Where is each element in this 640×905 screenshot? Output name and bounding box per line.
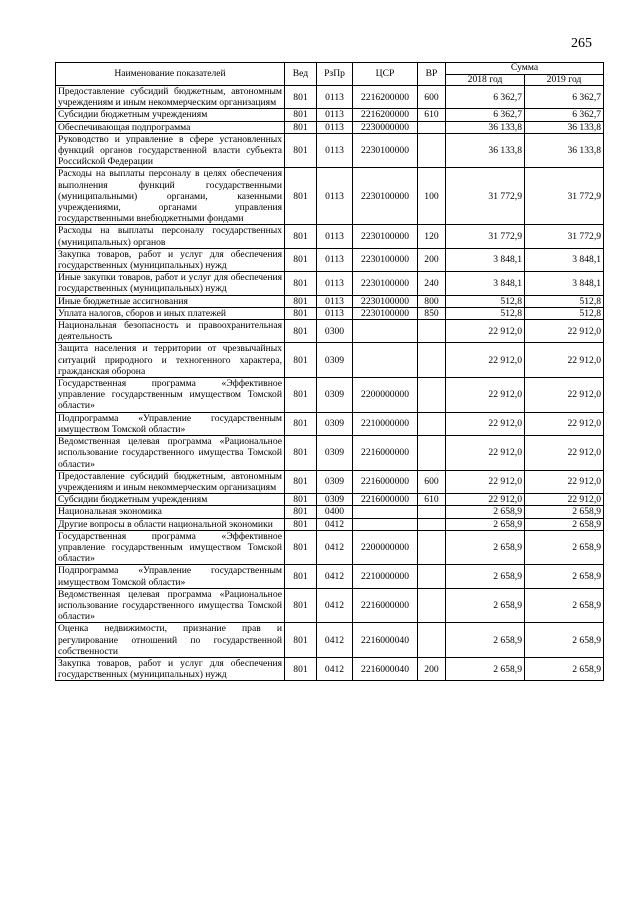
row-vr <box>418 133 446 168</box>
row-sum-2019: 22 912,0 <box>525 436 604 471</box>
row-csr: 2230100000 <box>353 248 418 271</box>
table-row <box>56 272 604 295</box>
table-row <box>56 378 604 413</box>
table-row <box>56 248 604 271</box>
row-rzpr: 0113 <box>317 295 353 307</box>
table-row <box>56 320 604 343</box>
header-2018: 2018 год <box>446 74 525 86</box>
row-csr: 2200000000 <box>353 530 418 565</box>
row-rzpr: 0113 <box>317 109 353 121</box>
row-sum-2018: 22 912,0 <box>446 470 525 493</box>
row-rzpr: 0412 <box>317 530 353 565</box>
row-ved: 801 <box>285 378 317 413</box>
table-row <box>56 412 604 435</box>
row-sum-2019: 2 658,9 <box>525 530 604 565</box>
table-row <box>56 343 604 378</box>
row-csr: 2216000040 <box>353 657 418 680</box>
row-rzpr: 0309 <box>317 494 353 506</box>
row-sum-2019: 3 848,1 <box>525 248 604 271</box>
row-vr: 120 <box>418 225 446 248</box>
row-sum-2019: 22 912,0 <box>525 494 604 506</box>
row-vr <box>418 412 446 435</box>
row-name: Государственная программа «Эффективное управление государственным имуществом Томской области» <box>56 378 285 413</box>
row-name: Ведомственная целевая программа «Рациональное использование государственного имущества Томской области» <box>56 436 285 471</box>
row-csr: 2200000000 <box>353 378 418 413</box>
row-ved: 801 <box>285 272 317 295</box>
row-csr: 2230100000 <box>353 225 418 248</box>
row-ved: 801 <box>285 565 317 588</box>
row-ved: 801 <box>285 295 317 307</box>
table-row <box>56 518 604 530</box>
row-ved: 801 <box>285 307 317 319</box>
row-sum-2018: 22 912,0 <box>446 494 525 506</box>
row-name: Защита населения и территории от чрезвычайных ситуаций природного и техногенного характера, гражданская оборона <box>56 343 285 378</box>
table-row <box>56 168 604 225</box>
row-sum-2019: 22 912,0 <box>525 470 604 493</box>
row-sum-2018: 2 658,9 <box>446 530 525 565</box>
row-ved: 801 <box>285 470 317 493</box>
row-sum-2019: 2 658,9 <box>525 588 604 623</box>
row-sum-2018: 22 912,0 <box>446 412 525 435</box>
table-body <box>56 86 604 681</box>
row-sum-2019: 2 658,9 <box>525 506 604 518</box>
row-rzpr: 0113 <box>317 248 353 271</box>
row-ved: 801 <box>285 530 317 565</box>
row-name: Иные бюджетные ассигнования <box>56 295 285 307</box>
row-ved: 801 <box>285 412 317 435</box>
row-ved: 801 <box>285 121 317 133</box>
header-sum: Сумма <box>446 63 604 75</box>
row-sum-2018: 36 133,8 <box>446 133 525 168</box>
row-sum-2018: 2 658,9 <box>446 565 525 588</box>
row-csr: 2210000000 <box>353 412 418 435</box>
row-name: Ведомственная целевая программа «Рациональное использование государственного имущества Томской области» <box>56 588 285 623</box>
row-ved: 801 <box>285 168 317 225</box>
row-vr <box>418 588 446 623</box>
row-sum-2019: 2 658,9 <box>525 565 604 588</box>
row-sum-2018: 6 362,7 <box>446 109 525 121</box>
row-ved: 801 <box>285 133 317 168</box>
row-sum-2019: 22 912,0 <box>525 320 604 343</box>
row-rzpr: 0113 <box>317 133 353 168</box>
page-number: 265 <box>571 36 592 51</box>
row-ved: 801 <box>285 588 317 623</box>
row-rzpr: 0113 <box>317 121 353 133</box>
row-name: Иные закупки товаров, работ и услуг для обеспечения государственных (муниципальных) нужд <box>56 272 285 295</box>
row-vr: 240 <box>418 272 446 295</box>
row-rzpr: 0300 <box>317 320 353 343</box>
row-ved: 801 <box>285 320 317 343</box>
row-rzpr: 0412 <box>317 657 353 680</box>
row-name: Руководство и управление в сфере установленных функций органов государственной власти субъекта Российской Федерации <box>56 133 285 168</box>
row-name: Закупка товаров, работ и услуг для обеспечения государственных (муниципальных) нужд <box>56 248 285 271</box>
row-name: Закупка товаров, работ и услуг для обеспечения государственных (муниципальных) нужд <box>56 657 285 680</box>
row-vr: 200 <box>418 657 446 680</box>
row-sum-2018: 22 912,0 <box>446 378 525 413</box>
table-row <box>56 307 604 319</box>
budget-table <box>55 62 604 681</box>
row-csr: 2210000000 <box>353 565 418 588</box>
header-vr: ВР <box>418 63 446 86</box>
row-sum-2019: 512,8 <box>525 295 604 307</box>
header-rzpr: РзПр <box>317 63 353 86</box>
table-row <box>56 470 604 493</box>
table-row <box>56 436 604 471</box>
row-sum-2019: 3 848,1 <box>525 272 604 295</box>
row-name: Расходы на выплаты персоналу в целях обеспечения выполнения функций государственными (муниципальными) органами, казенными учреждениями, органами управления государственными внебюджетными фондами <box>56 168 285 225</box>
row-vr <box>418 378 446 413</box>
row-name: Субсидии бюджетным учреждениям <box>56 109 285 121</box>
row-rzpr: 0412 <box>317 565 353 588</box>
row-vr <box>418 343 446 378</box>
row-vr: 610 <box>418 494 446 506</box>
row-sum-2019: 31 772,9 <box>525 225 604 248</box>
table-row <box>56 588 604 623</box>
row-sum-2018: 22 912,0 <box>446 320 525 343</box>
table-row <box>56 295 604 307</box>
row-sum-2019: 31 772,9 <box>525 168 604 225</box>
row-vr <box>418 320 446 343</box>
row-name: Государственная программа «Эффективное управление государственным имуществом Томской области» <box>56 530 285 565</box>
row-sum-2018: 2 658,9 <box>446 588 525 623</box>
row-csr: 2230100000 <box>353 272 418 295</box>
row-vr <box>418 506 446 518</box>
row-name: Другие вопросы в области национальной экономики <box>56 518 285 530</box>
row-vr: 600 <box>418 86 446 109</box>
row-vr: 850 <box>418 307 446 319</box>
row-sum-2018: 36 133,8 <box>446 121 525 133</box>
row-sum-2019: 6 362,7 <box>525 86 604 109</box>
header-2019: 2019 год <box>525 74 604 86</box>
row-rzpr: 0113 <box>317 272 353 295</box>
row-name: Уплата налогов, сборов и иных платежей <box>56 307 285 319</box>
row-ved: 801 <box>285 343 317 378</box>
row-name: Расходы на выплаты персоналу государственных (муниципальных) органов <box>56 225 285 248</box>
row-ved: 801 <box>285 494 317 506</box>
row-sum-2019: 36 133,8 <box>525 121 604 133</box>
table-row <box>56 506 604 518</box>
row-vr <box>418 623 446 658</box>
row-sum-2019: 512,8 <box>525 307 604 319</box>
row-sum-2018: 2 658,9 <box>446 623 525 658</box>
row-vr: 600 <box>418 470 446 493</box>
row-name: Предоставление субсидий бюджетным, автономным учреждениям и иным некоммерческим организациям <box>56 470 285 493</box>
row-rzpr: 0113 <box>317 225 353 248</box>
row-csr <box>353 343 418 378</box>
row-vr: 100 <box>418 168 446 225</box>
table-row <box>56 121 604 133</box>
row-sum-2019: 22 912,0 <box>525 378 604 413</box>
row-ved: 801 <box>285 506 317 518</box>
row-csr: 2230100000 <box>353 133 418 168</box>
row-sum-2018: 3 848,1 <box>446 248 525 271</box>
row-csr: 2216000000 <box>353 436 418 471</box>
row-name: Субсидии бюджетным учреждениям <box>56 494 285 506</box>
row-sum-2019: 22 912,0 <box>525 343 604 378</box>
row-rzpr: 0309 <box>317 470 353 493</box>
row-sum-2019: 6 362,7 <box>525 109 604 121</box>
row-vr <box>418 530 446 565</box>
row-ved: 801 <box>285 86 317 109</box>
row-sum-2018: 31 772,9 <box>446 168 525 225</box>
row-vr <box>418 436 446 471</box>
row-csr: 2216200000 <box>353 86 418 109</box>
row-csr: 2230100000 <box>353 307 418 319</box>
row-ved: 801 <box>285 657 317 680</box>
row-sum-2018: 512,8 <box>446 307 525 319</box>
row-csr <box>353 518 418 530</box>
row-vr <box>418 518 446 530</box>
row-name: Предоставление субсидий бюджетным, автономным учреждениям и иным некоммерческим организациям <box>56 86 285 109</box>
header-name: Наименование показателей <box>56 63 285 86</box>
row-rzpr: 0113 <box>317 168 353 225</box>
row-sum-2019: 2 658,9 <box>525 623 604 658</box>
row-vr <box>418 565 446 588</box>
row-ved: 801 <box>285 436 317 471</box>
row-rzpr: 0113 <box>317 307 353 319</box>
row-rzpr: 0309 <box>317 378 353 413</box>
table-row <box>56 530 604 565</box>
row-csr: 2216000000 <box>353 588 418 623</box>
header-ved: Вед <box>285 63 317 86</box>
row-csr: 2216000000 <box>353 470 418 493</box>
row-ved: 801 <box>285 109 317 121</box>
row-sum-2018: 22 912,0 <box>446 436 525 471</box>
row-sum-2018: 22 912,0 <box>446 343 525 378</box>
row-name: Обеспечивающая подпрограмма <box>56 121 285 133</box>
row-rzpr: 0113 <box>317 86 353 109</box>
row-name: Подпрограмма «Управление государственным имуществом Томской области» <box>56 565 285 588</box>
row-vr: 800 <box>418 295 446 307</box>
row-sum-2018: 31 772,9 <box>446 225 525 248</box>
row-ved: 801 <box>285 248 317 271</box>
row-sum-2018: 2 658,9 <box>446 506 525 518</box>
header-csr: ЦСР <box>353 63 418 86</box>
row-vr: 200 <box>418 248 446 271</box>
row-csr: 2230100000 <box>353 295 418 307</box>
row-vr: 610 <box>418 109 446 121</box>
row-sum-2019: 2 658,9 <box>525 518 604 530</box>
row-sum-2018: 512,8 <box>446 295 525 307</box>
row-sum-2018: 3 848,1 <box>446 272 525 295</box>
row-rzpr: 0309 <box>317 436 353 471</box>
row-name: Национальная экономика <box>56 506 285 518</box>
row-csr: 2216200000 <box>353 109 418 121</box>
row-ved: 801 <box>285 518 317 530</box>
row-vr <box>418 121 446 133</box>
row-ved: 801 <box>285 225 317 248</box>
row-name: Оценка недвижимости, признание прав и регулирование отношений по государственной собственности <box>56 623 285 658</box>
table-row <box>56 225 604 248</box>
table-row <box>56 133 604 168</box>
row-sum-2019: 22 912,0 <box>525 412 604 435</box>
row-csr: 2230100000 <box>353 168 418 225</box>
table-row <box>56 494 604 506</box>
row-csr <box>353 320 418 343</box>
row-sum-2018: 6 362,7 <box>446 86 525 109</box>
row-csr: 2230000000 <box>353 121 418 133</box>
row-name: Подпрограмма «Управление государственным имуществом Томской области» <box>56 412 285 435</box>
row-rzpr: 0309 <box>317 412 353 435</box>
row-rzpr: 0309 <box>317 343 353 378</box>
row-csr <box>353 506 418 518</box>
header-row <box>56 63 604 75</box>
row-rzpr: 0412 <box>317 588 353 623</box>
row-csr: 2216000000 <box>353 494 418 506</box>
row-sum-2018: 2 658,9 <box>446 518 525 530</box>
row-csr: 2216000040 <box>353 623 418 658</box>
row-sum-2019: 36 133,8 <box>525 133 604 168</box>
table-row <box>56 565 604 588</box>
row-rzpr: 0412 <box>317 623 353 658</box>
row-name: Национальная безопасность и правоохранительная деятельность <box>56 320 285 343</box>
row-rzpr: 0400 <box>317 506 353 518</box>
row-sum-2018: 2 658,9 <box>446 657 525 680</box>
table-row <box>56 86 604 109</box>
row-sum-2019: 2 658,9 <box>525 657 604 680</box>
row-ved: 801 <box>285 623 317 658</box>
table-row <box>56 623 604 658</box>
row-rzpr: 0412 <box>317 518 353 530</box>
table-row <box>56 109 604 121</box>
table-row <box>56 657 604 680</box>
